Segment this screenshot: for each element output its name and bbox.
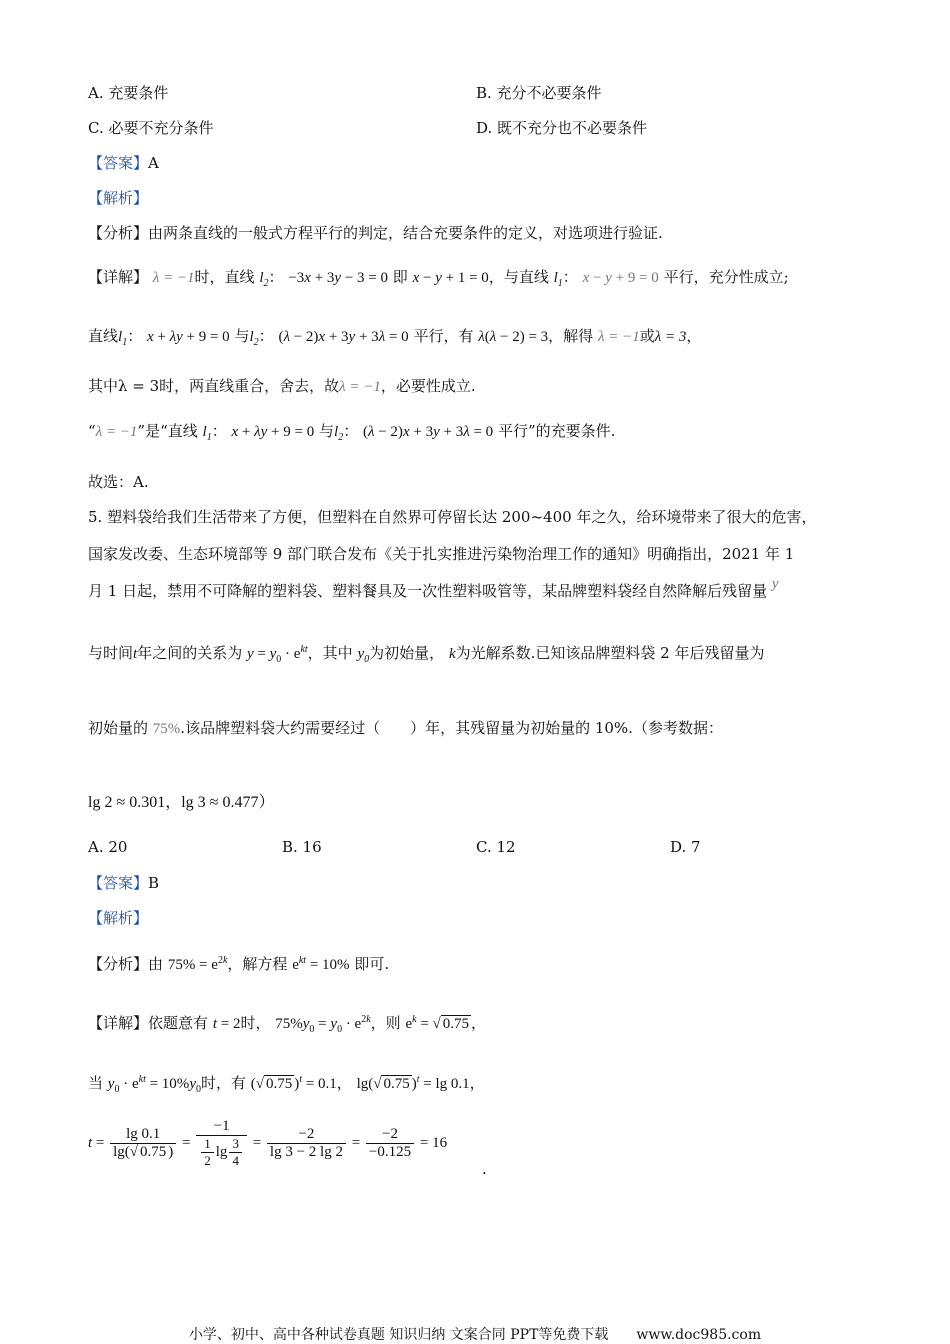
text: 初始量的 (88, 719, 149, 737)
math-l1: $l_1$ (553, 270, 563, 289)
text: 当 (88, 1074, 104, 1092)
math-y: y (771, 576, 779, 592)
text: 为初始量， (369, 644, 445, 662)
text: 时，有 (200, 1074, 246, 1092)
math-l2: $l_2$ (249, 329, 259, 348)
text: 与 (319, 422, 335, 440)
frac4: $\frac{-2}{-0.125}$ (366, 1126, 414, 1161)
math-y0: $y_0$ (357, 646, 370, 665)
frac1: $\frac{\lg 0.1}{\lg(√ 0.75 )}$ (110, 1126, 176, 1161)
text: 为光解系数.已知该品牌塑料袋 2 年后残留量为 (455, 644, 765, 662)
math-sol1: λ = −1 (597, 329, 640, 345)
text: ， (336, 1074, 352, 1092)
q5-ref-data: lg 2 ≈ 0.301，lg 3 ≈ 0.477） (88, 794, 275, 811)
answer-value: A (148, 154, 159, 172)
text: 其中λ = 3时，两直线重合，舍去，故 (88, 377, 340, 395)
frac2: −1 $\frac{1}{2}$ lg $\frac{3}{4}$ (196, 1118, 247, 1169)
math-eq3: x − y + 9 = 0 (582, 270, 659, 286)
q5-stem-line3 (88, 576, 779, 601)
math-t: t (133, 646, 138, 662)
xiangjie-tag: 【详解】 (88, 1014, 149, 1032)
math-l2: $l_2$ (334, 424, 344, 443)
math-fenxi2: $e^{kt} = 10\%$ (292, 955, 350, 973)
math-d1: $75\%y_0 = y_0 \cdot e^{2k}$ (275, 1014, 371, 1035)
math-lambda-eq: λ = −1 (152, 270, 195, 286)
math-l1: $l_1$ (118, 329, 128, 348)
q5-stem-line2: 国家发改委、生态环境部等 9 部门联合发布《关于扎实推进污染物治理工作的通知》明确指出，2021 年 1 (88, 545, 795, 563)
math-75pct: 75% (152, 721, 181, 737)
q4-option-d: D. 既不充分也不必要条件 (476, 119, 648, 137)
page-footer: 小学、初中、高中各种试卷真题 知识归纳 文案合同 PPT等免费下载 www.doc985.com (188, 1327, 762, 1343)
text: 直线 (88, 327, 119, 345)
q5-option-a: A. 20 (88, 838, 128, 856)
q4-xiangjie-line1: 【详解】 λ = −1时，直线 $l_2$： −3x + 3y − 3 = 0 即 x − y + 1 = 0，与直线 $l_1$： x − y + 9 = 0 平行，充分性成立; (88, 268, 789, 289)
frac3: $\frac{-2}{\lg 3 - 2 \lg 2}$ (267, 1126, 346, 1161)
fenxi-tag: 【分析】 (88, 224, 149, 242)
text: 依题意有 (148, 1014, 209, 1032)
math-formula: $y = y_0 \cdot e^{kt}$ (246, 644, 308, 665)
text: “ (88, 422, 96, 440)
text: 与时间 (88, 644, 134, 662)
math-eq1: −3x + 3y − 3 = 0 (288, 270, 388, 286)
text: 平行，有 (413, 327, 474, 345)
math-t2: t = 2 (212, 1016, 241, 1032)
q4-xiangjie-line4: “λ = −1”是“直线 $l_1$： x + λy + 9 = 0 与$l_2$： (λ − 2)x + 3y + 3λ = 0 平行”的充要条件. (88, 422, 616, 443)
text: ，必要性成立. (380, 377, 476, 395)
q5-option-b: B. 16 (282, 838, 322, 856)
text: ，解得 (548, 327, 594, 345)
q4-option-b: B. 充分不必要条件 (476, 84, 602, 102)
text: 月 1 日起，禁用不可降解的塑料袋、塑料餐具及一次性塑料吸管等，某品牌塑料袋经自然降解后残留量 (88, 582, 768, 600)
q5-xiangjie-line1: 【详解】依题意有 t = 2时， $75\%y_0 = y_0 \cdot e^{2k}$，则 $e^k$ = √ 0.75 ， (88, 1014, 487, 1035)
xiangjie-tag: 【详解】 (88, 268, 149, 286)
answer-value: B (148, 874, 160, 892)
q4-analysis-tag: 【解析】 (88, 189, 149, 207)
text: 由 (148, 955, 164, 973)
text: ，解方程 (227, 955, 288, 973)
q4-conclusion: 故选：A. (88, 473, 149, 491)
text: 平行”的充要条件. (497, 422, 616, 440)
q5-fenxi (88, 953, 389, 974)
math-eq4: x + λy + 9 = 0 (146, 329, 230, 345)
math-eq7: x + λy + 9 = 0 (231, 424, 315, 440)
text: 即可. (354, 955, 390, 973)
math-eq6: λ(λ − 2) = 3 (478, 329, 549, 345)
q5-option-c: C. 12 (476, 838, 516, 856)
q5-stem-line1: 5. 塑料袋给我们生活带来了方便，但塑料在自然界可停留长达 200~400 年之久，给环境带来了很大的危害， (88, 508, 817, 526)
math-lambda: λ = −1 (95, 424, 138, 440)
text: .该品牌塑料袋大约需要经过（ ）年，其残留量为初始量的 10%.（参考数据： (180, 719, 723, 737)
text: 即 (392, 268, 408, 286)
q5-option-d: D. 7 (670, 838, 701, 856)
math-l1: $l_1$ (202, 424, 212, 443)
math-eq2: x − y + 1 = 0 (412, 270, 489, 286)
math-l2: $l_2$ (259, 270, 269, 289)
math-sol2: λ = 3 (654, 329, 687, 345)
text: 平行，充分性成立; (663, 268, 789, 286)
q5-stem-line4 (88, 642, 764, 665)
text: 或 (639, 327, 655, 345)
period: . (482, 1160, 487, 1178)
math-eq5: (λ − 2)x + 3y + 3λ = 0 (278, 329, 409, 345)
fenxi-text: 由两条直线的一般式方程平行的判定，结合充要条件的定义，对选项进行验证. (148, 224, 663, 242)
q5-stem-line5 (88, 717, 723, 738)
math-d3: $y_0 \cdot e^{kt} = 10\%y_0$ (107, 1074, 201, 1095)
fenxi-tag: 【分析】 (88, 955, 149, 973)
q4-xiangjie-line2: 直线$l_1$： x + λy + 9 = 0 与$l_2$： (λ − 2)x + 3y + 3λ = 0 平行，有 λ(λ − 2) = 3，解得 λ = −1或λ = 3， (88, 327, 702, 348)
text: 年之间的关系为 (137, 644, 243, 662)
math-fenxi1: $75\% = e^{2k}$ (167, 955, 228, 973)
q4-option-a: A. 充要条件 (88, 84, 169, 102)
answer-tag: 【答案】 (88, 154, 149, 172)
math-d5: lg(√ 0.75 )$^t$ = lg 0.1 (356, 1074, 470, 1092)
math-d4: (√ 0.75 )$^t$ = 0.1 (250, 1074, 337, 1092)
q5-xiangjie-line2: 当 $y_0 \cdot e^{kt} = 10\%y_0$时，有 (√ 0.75 )$^t$ = 0.1， lg(√ 0.75 )$^t$ = lg 0.1， (88, 1074, 485, 1095)
text: 时，直线 (194, 268, 255, 286)
text: 与 (234, 327, 250, 345)
q4-xiangjie-line3 (88, 375, 476, 396)
math-d2: $e^k$ = √ 0.75 (405, 1014, 470, 1032)
text: ，则 (370, 1014, 401, 1032)
q5-analysis-tag: 【解析】 (88, 909, 149, 927)
text: 时， (240, 1014, 271, 1032)
answer-tag: 【答案】 (88, 874, 149, 892)
q4-fenxi (88, 222, 663, 243)
q4-answer-line (88, 152, 159, 173)
text: ，与直线 (488, 268, 549, 286)
q5-answer-line (88, 872, 159, 893)
text: ”是“直线 (137, 422, 198, 440)
text: ，其中 (307, 644, 353, 662)
q5-final-equation: t = $\frac{\lg 0.1}{\lg(√ 0.75 )}$ = −1 $\frac{1}{2}$ lg $\frac{3}{4}$ = $\frac{-2}{\lg 3 - 2 \lg 2}$ = $\frac{-2}{-0.125}$ = 16 (88, 1118, 448, 1168)
q4-option-c: C. 必要不充分条件 (88, 119, 214, 137)
math-eq8: (λ − 2)x + 3y + 3λ = 0 (362, 424, 494, 440)
math-lambda: λ = −1 (339, 379, 381, 395)
math-k: k (448, 646, 456, 662)
